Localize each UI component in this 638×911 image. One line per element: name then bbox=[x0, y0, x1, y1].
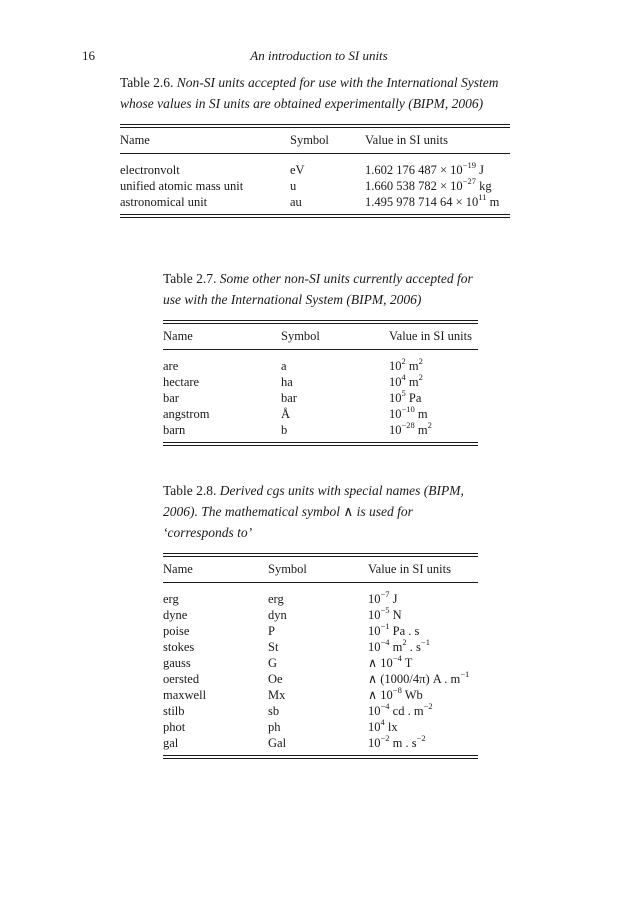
unit-symbol-cell: a bbox=[281, 359, 287, 373]
value-unit: m bbox=[389, 640, 403, 654]
value-exponent: −27 bbox=[462, 175, 476, 186]
value-unit-tail: . s bbox=[406, 640, 421, 654]
table-caption-text: Some other non-SI units currently accepted for use with the International System (BIPM, 2006) bbox=[163, 271, 473, 307]
table-caption-text: Derived cgs units with special names (BIPM, 2006). The mathematical symbol ∧ is used for ‘corresponds to’ bbox=[163, 483, 464, 540]
value-unit: m bbox=[405, 359, 419, 373]
table-row bbox=[163, 655, 478, 671]
unit-exponent: 2 bbox=[418, 371, 423, 382]
table-2-7 bbox=[163, 268, 478, 446]
unit-exponent: 2 bbox=[427, 419, 432, 430]
unit-name-cell: phot bbox=[163, 720, 186, 734]
page-number: 16 bbox=[82, 48, 95, 63]
table-row bbox=[163, 350, 478, 375]
table-bottom-rule bbox=[163, 442, 478, 446]
unit-symbol-cell: b bbox=[281, 423, 288, 437]
table-bottom-rule bbox=[120, 214, 510, 218]
unit-symbol-cell: Mx bbox=[268, 688, 286, 702]
value-exponent: 4 bbox=[380, 716, 385, 727]
value-exponent: −8 bbox=[392, 684, 402, 695]
unit-exponent: −2 bbox=[416, 732, 426, 743]
unit-name-cell: maxwell bbox=[163, 688, 207, 702]
table-row bbox=[163, 671, 478, 687]
unit-symbol-cell: Oe bbox=[268, 672, 283, 686]
value-exponent: −10 bbox=[401, 403, 415, 414]
value-exponent: −4 bbox=[392, 652, 402, 663]
unit-symbol-cell: sb bbox=[268, 704, 280, 718]
unit-name-cell: angstrom bbox=[163, 407, 210, 421]
unit-symbol-cell: ph bbox=[268, 720, 281, 734]
unit-symbol-cell: eV bbox=[290, 163, 305, 177]
value-mantissa: 10 bbox=[389, 407, 402, 421]
column-header: Symbol bbox=[268, 557, 368, 583]
unit-symbol-cell: ha bbox=[281, 375, 293, 389]
table-row bbox=[163, 719, 478, 735]
unit-name-cell: astronomical unit bbox=[120, 195, 208, 209]
value-exponent: −28 bbox=[401, 419, 415, 430]
unit-name-cell: stilb bbox=[163, 704, 185, 718]
data-table bbox=[120, 128, 510, 214]
value-unit: m bbox=[414, 407, 428, 421]
unit-symbol-cell: erg bbox=[268, 592, 284, 606]
data-table bbox=[163, 324, 478, 442]
table-row bbox=[120, 154, 510, 179]
value-mantissa: 1.602 176 487 × 10 bbox=[365, 163, 463, 177]
column-header: Value in SI units bbox=[368, 557, 478, 583]
value-exponent: −7 bbox=[380, 588, 390, 599]
table-caption-text: Non-SI units accepted for use with the International System whose values in SI units are obtained experimentally (BIPM, 2006) bbox=[120, 75, 499, 111]
value-mantissa: 10 bbox=[368, 720, 381, 734]
value-mantissa: 10 bbox=[389, 375, 402, 389]
table-row bbox=[163, 374, 478, 390]
table-row bbox=[163, 639, 478, 655]
value-exponent: 11 bbox=[478, 191, 487, 202]
table-row bbox=[163, 623, 478, 639]
value-mantissa: 1.495 978 714 64 × 10 bbox=[365, 195, 479, 209]
value-exponent: 5 bbox=[401, 387, 406, 398]
unit-value-cell bbox=[368, 583, 478, 608]
table-row bbox=[163, 390, 478, 406]
unit-name-cell: gauss bbox=[163, 656, 191, 670]
value-unit: lx bbox=[384, 720, 398, 734]
column-header: Value in SI units bbox=[389, 324, 478, 350]
column-header: Value in SI units bbox=[365, 128, 510, 154]
unit-symbol-cell: Gal bbox=[268, 736, 287, 750]
running-head: An introduction to SI units bbox=[250, 48, 388, 63]
unit-name-cell: poise bbox=[163, 624, 190, 638]
unit-name-cell: electronvolt bbox=[120, 163, 180, 177]
value-unit: m bbox=[486, 195, 500, 209]
table-row bbox=[163, 422, 478, 442]
header-row bbox=[163, 324, 478, 350]
value-exponent: −4 bbox=[380, 700, 390, 711]
table-caption bbox=[163, 480, 478, 543]
table-number: Table 2.6. bbox=[120, 75, 174, 90]
table-row bbox=[120, 194, 510, 214]
unit-value-cell bbox=[368, 636, 478, 655]
value-unit: J bbox=[475, 163, 484, 177]
value-unit: J bbox=[389, 592, 398, 606]
value-exponent: −5 bbox=[380, 604, 390, 615]
value-unit: Pa . s bbox=[389, 624, 420, 638]
data-table bbox=[163, 557, 478, 755]
value-unit: m bbox=[405, 375, 419, 389]
value-mantissa: 10 bbox=[368, 736, 381, 750]
unit-value-cell bbox=[389, 350, 478, 375]
unit-value-cell bbox=[368, 668, 478, 687]
unit-name-cell: stokes bbox=[163, 640, 195, 654]
value-unit: Pa bbox=[405, 391, 422, 405]
column-header: Name bbox=[163, 324, 281, 350]
column-header: Symbol bbox=[281, 324, 389, 350]
header-row bbox=[120, 128, 510, 154]
unit-symbol-cell: au bbox=[290, 195, 302, 209]
table-number: Table 2.7. bbox=[163, 271, 217, 286]
value-exponent: 4 bbox=[401, 371, 406, 382]
unit-symbol-cell: bar bbox=[281, 391, 297, 405]
table-row bbox=[163, 583, 478, 608]
column-header: Symbol bbox=[290, 128, 365, 154]
table-bottom-rule bbox=[163, 755, 478, 759]
unit-value-cell bbox=[365, 154, 510, 179]
unit-name-cell: bar bbox=[163, 391, 179, 405]
unit-symbol-cell: St bbox=[268, 640, 279, 654]
unit-tail-exponent: −1 bbox=[420, 636, 430, 647]
value-mantissa: 10 bbox=[389, 359, 402, 373]
value-mantissa: 10 bbox=[389, 423, 402, 437]
unit-name-cell: gal bbox=[163, 736, 179, 750]
table-row bbox=[163, 703, 478, 719]
table-caption bbox=[120, 72, 510, 114]
table-row bbox=[163, 735, 478, 755]
value-mantissa: 10 bbox=[368, 640, 381, 654]
value-exponent: −19 bbox=[462, 159, 476, 170]
value-mantissa: ∧ (1000/4π) A . m bbox=[368, 672, 461, 686]
unit-name-cell: barn bbox=[163, 423, 186, 437]
value-mantissa: 10 bbox=[368, 608, 381, 622]
column-header: Name bbox=[120, 128, 290, 154]
value-unit: kg bbox=[475, 179, 492, 193]
value-exponent: 2 bbox=[401, 355, 406, 366]
header-row bbox=[163, 557, 478, 583]
unit-exponent: 2 bbox=[402, 636, 407, 647]
unit-name-cell: oersted bbox=[163, 672, 200, 686]
table-row bbox=[163, 607, 478, 623]
unit-symbol-cell: u bbox=[290, 179, 297, 193]
value-unit: Wb bbox=[401, 688, 423, 702]
table-number: Table 2.8. bbox=[163, 483, 217, 498]
unit-symbol-cell: dyn bbox=[268, 608, 287, 622]
table-2-8 bbox=[163, 480, 478, 759]
column-header: Name bbox=[163, 557, 268, 583]
value-exponent: −1 bbox=[380, 620, 390, 631]
unit-symbol-cell: G bbox=[268, 656, 278, 670]
value-unit: N bbox=[389, 608, 402, 622]
value-mantissa: 10 bbox=[368, 592, 381, 606]
unit-name-cell: are bbox=[163, 359, 179, 373]
unit-value-cell bbox=[368, 732, 478, 755]
unit-value-cell bbox=[365, 175, 510, 194]
value-unit: m . s bbox=[389, 736, 417, 750]
value-unit: T bbox=[401, 656, 413, 670]
value-mantissa: 10 bbox=[368, 704, 381, 718]
value-mantissa: 1.660 538 782 × 10 bbox=[365, 179, 463, 193]
unit-name-cell: dyne bbox=[163, 608, 188, 622]
unit-value-cell bbox=[389, 419, 478, 442]
unit-symbol-cell: Å bbox=[281, 407, 291, 421]
table-2-6 bbox=[120, 72, 510, 218]
unit-value-cell bbox=[365, 191, 510, 214]
value-mantissa: ∧ 10 bbox=[368, 688, 393, 702]
unit-exponent: −2 bbox=[423, 700, 433, 711]
value-mantissa: 10 bbox=[368, 624, 381, 638]
unit-name-cell: erg bbox=[163, 592, 179, 606]
value-mantissa: ∧ 10 bbox=[368, 656, 393, 670]
value-exponent: −4 bbox=[380, 636, 390, 647]
unit-name-cell: hectare bbox=[163, 375, 200, 389]
value-unit: cd . m bbox=[389, 704, 424, 718]
unit-symbol-cell: P bbox=[268, 624, 275, 638]
value-exponent: −1 bbox=[460, 668, 470, 679]
value-mantissa: 10 bbox=[389, 391, 402, 405]
value-exponent: −2 bbox=[380, 732, 390, 743]
unit-name-cell: unified atomic mass unit bbox=[120, 179, 244, 193]
unit-exponent: 2 bbox=[418, 355, 423, 366]
table-row bbox=[120, 178, 510, 194]
table-caption bbox=[163, 268, 478, 310]
value-unit: m bbox=[414, 423, 428, 437]
